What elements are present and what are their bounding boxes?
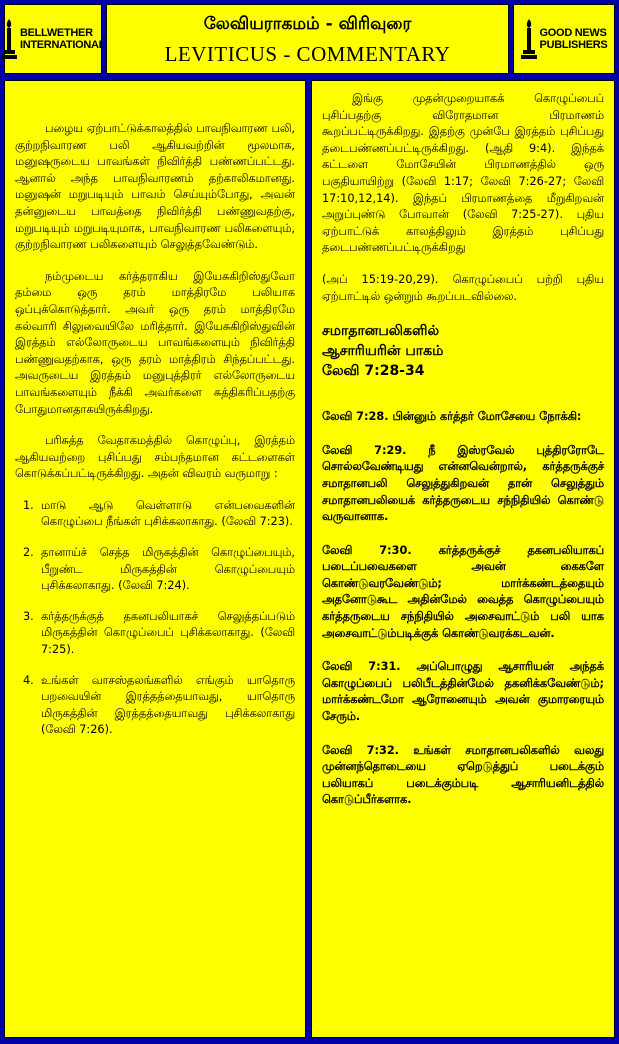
bellwether-logo [1, 17, 105, 61]
good-news-logo [521, 17, 608, 61]
verse-7-28: லேவி 7:28. பின்னும் கர்த்தர் மோசேயை நோக்கி: [322, 410, 582, 424]
left-paragraph-3: பரிசுத்த வேதாகமத்தில் கொழுப்பு, இரத்தம் ஆகியவற்றை புசிப்பது சம்பந்தமான கட்டளைகள் கொடுக்கப்பட்டிருக்கிறது. அதன் விவரம் வருமாறு : [15, 434, 295, 481]
section-heading-line3: லேவி 7:28-34 [322, 363, 425, 380]
section-heading [322, 321, 604, 381]
list-item-text: தானாய்ச் செத்த மிருகத்தின் கொழுப்பையும், பீறுண்ட மிருகத்தின் கொழுப்பையும் புசிக்கலாகாது. (லேவி 7:24). [41, 546, 295, 593]
fat-blood-rules-list [15, 498, 295, 739]
list-item [15, 498, 295, 531]
left-logo-line1: BELLWETHER [19, 27, 93, 39]
section-heading-line2: ஆசாரியரின் பாகம் [322, 343, 444, 360]
list-item-number: 3. [23, 609, 34, 623]
list-item-text: மாடு ஆடு வெள்ளாடு என்பவைகளின் கொழுப்பை நீங்கள் புசிக்கலாகாது. (லேவி 7:23). [41, 498, 295, 529]
right-logo-line1: GOOD NEWS [539, 27, 607, 39]
verse-7-29: லேவி 7:29. நீ இஸ்ரவேல் புத்திரரோடே சொல்லவேண்டியது என்னவென்றால், கர்த்தருக்குச் சமாதானபலி செலுத்துகிறவன் தான் செலுத்தும் சமாதானபலியைக் கர்த்தருடைய சந்நிதியில் கொண்டு வருவானாக. [322, 443, 604, 524]
right-paragraph-2: (அப் 15:19-20,29). கொழுப்பைப் பற்றி புதிய ஏற்பாட்டில் ஒன்றும் கூறப்படவில்லை. [322, 272, 604, 303]
list-item-text: கர்த்தருக்குத் தகனபலியாகச் செலுத்தப்படும் மிருகத்தின் கொழுப்பைப் புசிக்கலாகாது. (லேவி 7:25). [41, 609, 295, 657]
list-item-text: உங்கள் வாசஸ்தலங்களில் எங்கும் யாதொரு பறவையின் இரத்தத்தையாவது, யாதொரு மிருகத்தின் இரத்தத்தையாவது புசிக்கலாகாது (லேவி 7:26). [41, 673, 295, 737]
list-item-number: 1. [23, 498, 34, 512]
list-item [15, 609, 295, 659]
right-column [311, 80, 615, 1038]
title-tamil: லேவியராகமம் - விரிவுரை [203, 14, 412, 34]
list-item [15, 545, 295, 595]
list-item-number: 4. [23, 673, 34, 687]
title-panel [106, 4, 509, 74]
right-logo-line2: PUBLISHERS [539, 39, 608, 51]
lamp-icon [521, 17, 537, 61]
verse-7-30: லேவி 7:30. கர்த்தருக்குச் தகனபலியாகப் படைப்பவைகளை அவன் கைகளே கொண்டுவரவேண்டும்; மார்க்கண்டத்தையும் அதனோடுகூட அதின்மேல் வைத்த கொழுப்பையும் கர்த்தருடைய சந்நிதியில் அசைவாட்டும் பலி யாக அசைவாட்டும்படிக்குக் கொண்டுவரக்கடவன். [322, 543, 604, 640]
left-paragraph-1: பழைய ஏற்பாட்டுக்காலத்தில் பாவநிவாரண பலி, குற்றநிவாரண பலி ஆகியவற்றின் மூலமாக, மனுஷருடைய பாவங்கள் நிவிர்த்தி பண்ணப்பட்டது. ஆனால் அந்த பாவநிவாரணம் தற்காலிகமானது. மனுஷன் மறுபடியும் பாவம் செய்யும்போது, அவன் தன்னுடைய பாவத்தை நிவிர்த்தி பண்ணுவதற்கு, மறுபடியும் மறுபடியுமாக, பாவநிவாரண பலிகளையும், குற்றநிவாரண பலிகளையும் செலுத்தவேண்டும். [15, 122, 295, 252]
list-item [15, 673, 295, 739]
lamp-icon [1, 17, 17, 61]
right-paragraph-1: இங்கு முதன்முறையாகக் கொழுப்பைப் புசிப்பதற்கு விரோதமான பிரமாணம் கூறப்பட்டிருக்கிறது. இதற்கு முன்பே இரத்தம் புசிப்பது தடைபண்ணப்பட்டிருக்கிறது. (ஆதி 9:4). இந்தக் கட்டளை மோசேயின் பிரமாணத்தில் ஒரு பகுதியாயிற்று (லேவி 1:17; லேவி 7:26-27; லேவி 17:10,12,14). இந்தப் பிரமாணத்தை மீறுகிறவன் அறுப்புண்டு போவான் (லேவி 7:25-27). புதிய ஏற்பாட்டுக் காலத்திலும் இரத்தம் புசிப்பது தடைபண்ணப்பட்டிருக்கிறது [322, 92, 604, 255]
left-logo-line2: INTERNATIONAL [19, 39, 106, 51]
left-paragraph-2: நம்முடைய கர்த்தராகிய இயேசுகிறிஸ்துவோ தம்மை ஒரு தரம் மாத்திரமே பலியாக ஒப்புக்கொடுத்தார். அவர் ஒரு தரம் மாத்திரமே கல்வாரி சிலுவையிலே மரித்தார். இயேசுகிறிஸ்துவின் இரத்தம் எல்லோருடைய பாவங்களையும் நிவிர்த்தி பண்ணுவதற்காக, ஒரு தரம் மாத்திரம் சிந்தப்பட்டது. அவருடைய இரத்தம் மனுபுத்திரர் எல்லோருடைய பாவங்களையும் நீக்கி அவர்களை சுத்திகரிப்பதற்கு போதுமானதாகயிருக்கிறது. [15, 269, 295, 416]
right-logo-panel [513, 4, 615, 74]
section-heading-line1: சமாதானபலிகளில் [322, 323, 440, 340]
left-logo-panel [4, 4, 106, 74]
verse-7-32: லேவி 7:32. உங்கள் சமாதானபலிகளில் வலது முன்னந்தொடையை ஏறெடுத்துப் படைக்கும் பலியாகப் படைக்கும்படி ஆசாரியனிடத்தில் கொடுப்பீர்களாக. [322, 743, 604, 807]
verse-7-31: லேவி 7:31. அப்பொழுது ஆசாரியன் அந்தக் கொழுப்பைப் பலிபீடத்தின்மேல் தகனிக்கவேண்டும்; மார்க்கண்டமோ ஆரோனையும் அவன் குமாரரையும் சேரும். [322, 660, 604, 724]
list-item-number: 2. [23, 546, 34, 560]
left-column [4, 80, 306, 1038]
title-english: LEVITICUS - COMMENTARY [164, 42, 451, 66]
